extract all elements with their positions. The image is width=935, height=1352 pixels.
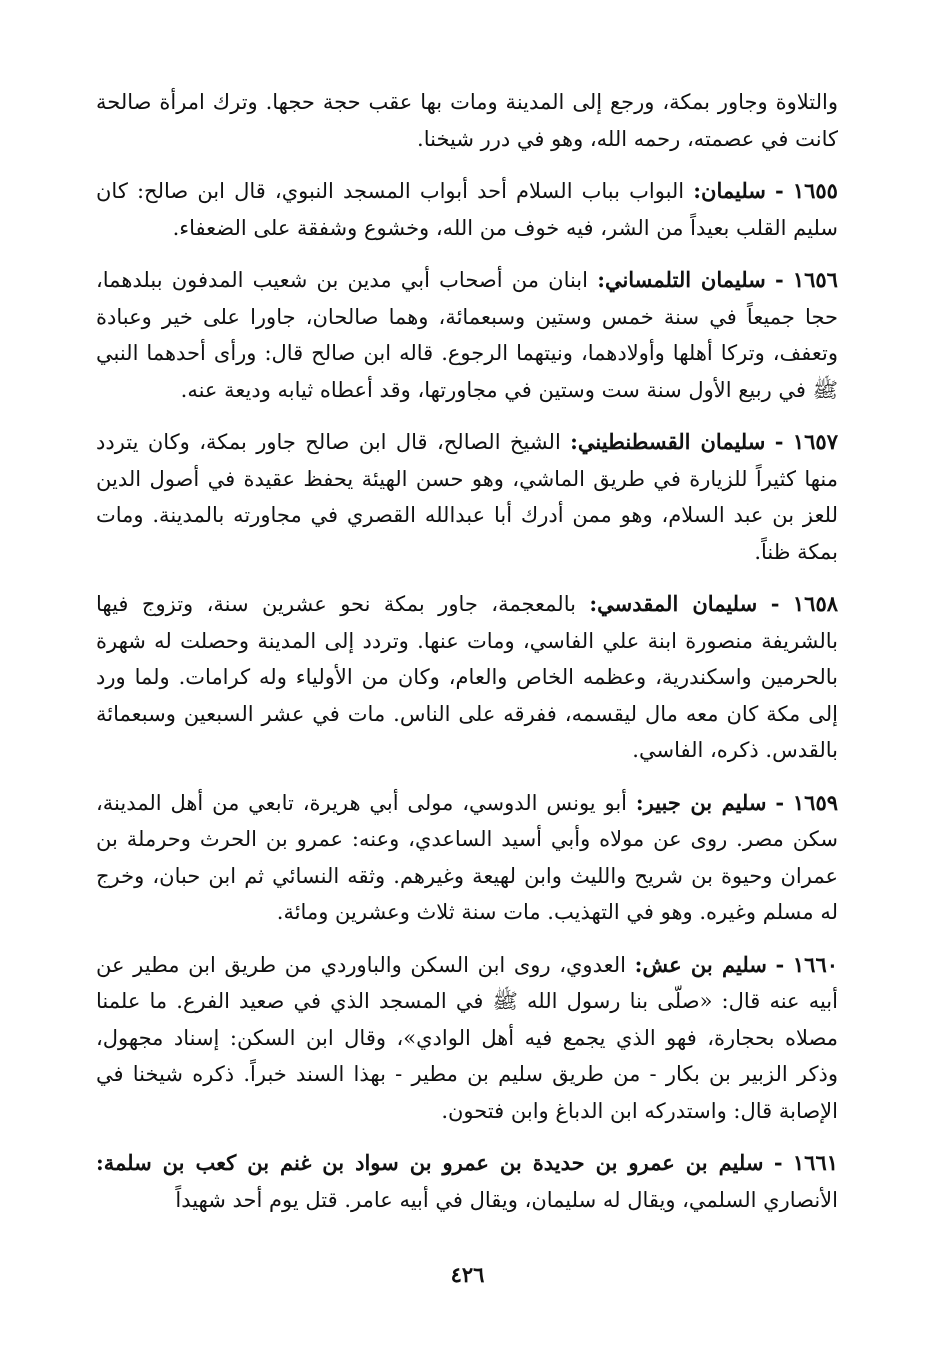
opening-paragraph: والتلاوة وجاور بمكة، ورجع إلى المدينة ومات بها عقب حجة حجها. وترك امرأة صالحة كانت في عصمته، رحمه الله، وهو في درر شيخنا. <box>96 90 838 151</box>
entry-number: ١٦٥٧ <box>792 429 838 454</box>
entry-number: ١٦٥٥ <box>792 178 838 203</box>
entry-number: ١٦٥٩ <box>792 789 839 815</box>
entry-number: ١٦٦١ <box>792 1150 839 1175</box>
entry-text: البواب بباب السلام أحد أبواب المسجد النبوي، قال ابن صالح: كان سليم القلب بعيداً من الشر، فيه خوف من الله، وخشوع وشفقة على الضعفاء. <box>96 179 838 240</box>
entry-1656 <box>96 262 838 408</box>
entry-heading: سليمان التلمساني: <box>597 267 766 292</box>
entry-number: ١٦٦٠ <box>792 951 839 977</box>
entry-separator: - <box>774 429 784 454</box>
entry-separator: - <box>775 951 785 977</box>
entry-heading: سليمان: <box>693 178 766 203</box>
entry-1657 <box>96 424 838 570</box>
entry-number: ١٦٥٦ <box>792 267 838 292</box>
entry-1659 <box>96 785 838 931</box>
entry-heading: سليم بن عش: <box>634 951 767 977</box>
entry-text: أبو يونس الدوسي، مولى أبي هريرة، تابعي من أهل المدينة، سكن مصر. روى عن مولاه وأبي أسيد الساعدي، وعنه: عمرو بن الحرث وحرملة بن عمران وحيوة بن شريح والليث وابن لهيعة وغيرهم. وثقه النسائي ثم ابن حبان، وخرج له مسلم وغيره. وهو في التهذيب. مات سنة ثلاث وعشرين ومائة. <box>96 790 838 924</box>
entry-1658 <box>96 586 838 769</box>
entry-separator: - <box>773 1150 783 1175</box>
entry-number: ١٦٥٨ <box>792 591 839 616</box>
entry-1660 <box>96 947 838 1130</box>
entry-separator: - <box>774 267 784 292</box>
entry-heading: سليمان القسطنطيني: <box>570 429 766 454</box>
page-number: ٤٢٦ <box>450 1262 485 1287</box>
page-body <box>96 84 838 1218</box>
entry-text: ابنان من أصحاب أبي مدين بن شعيب المدفون ببلدهما، حجا جميعاً في سنة خمس وستين وسبعمائة، وهما صالحان، جاورا على خير وعبادة وتعفف، وتركا أهلها وأولادهما، ونيتهما الرجوع. قاله ابن صالح قال: ورأى أحدهما النبي ﷺ في ربيع الأول سنة ست وستين في مجاورتها، وقد أعطاه ثيابه وديعة عنه. <box>96 268 838 402</box>
entry-text: بالمعجمة، جاور بمكة نحو عشرين سنة، وتزوج فيها بالشريفة منصورة ابنة علي الفاسي، ومات عنها. وتردد إلى المدينة وحصلت له شهرة بالحرمين واسكندرية، وعظمه الخاص والعام، وكان من الأولياء وله كرامات. ولما ورد إلى مكة كان معه مال ليقسمه، ففرقه على الناس. مات في عشر السبعين وسبعمائة بالقدس. ذكره، الفاسي. <box>96 592 838 762</box>
entry-separator: - <box>770 591 780 616</box>
entry-text: الأنصاري السلمي، ويقال له سليمان، ويقال في أبيه عامر. قتل يوم أحد شهيداً <box>175 1187 838 1212</box>
entry-text: العدوي، روى ابن السكن والباوردي من طريق ابن مطير عن أبيه عنه قال: «صلّى بنا رسول الله ﷺ في المسجد الذي في صعيد الفرع. ما علمنا مصلاه بحجارة، فهو الذي يجمع فيه أهل الوادي»، وقال ابن السكن: إسناد مجهول، وذكر الزبير بن بكار - من طريق سليم بن مطير - بهذا السند خبراً. ذكره شيخنا في الإصابة قال: واستدركه ابن الدباغ وابن فتحون. <box>96 952 838 1123</box>
entry-1661 <box>96 1145 838 1218</box>
entry-heading: سليم بن جبير: <box>635 789 767 815</box>
entry-heading: سليمان المقدسي: <box>589 591 758 616</box>
entry-separator: - <box>775 789 785 815</box>
entry-separator: - <box>775 178 784 203</box>
entry-text: الشيخ الصالح، قال ابن صالح جاور بمكة، وكان يتردد منها كثيراً للزيارة في طريق الماشي، وهو حسن الهيئة يحفظ عقيدة في أصول الدين للعز بن عبد السلام، وهو ممن أدرك أبا عبدالله القصري في مجاورته بالمدينة. ومات بمكة ظناً. <box>96 430 838 564</box>
entry-heading: سليم بن عمرو بن حديدة بن عمرو بن سواد بن غنم بن كعب بن سلمة: <box>96 1150 764 1175</box>
entry-1655 <box>96 173 838 246</box>
